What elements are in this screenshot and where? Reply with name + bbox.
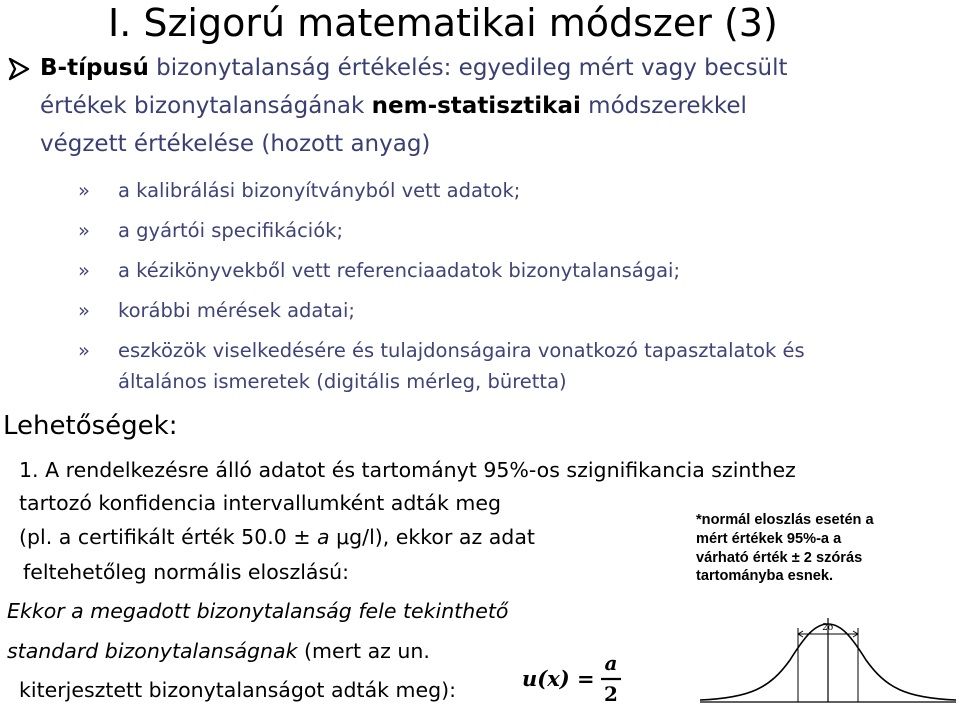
option-1-line-3 (19, 523, 535, 551)
option-1-line-1: 1. A rendelkezésre álló adatot és tartományt 95%-os szignifikancia szinthez (19, 458, 796, 482)
standard-uncertainty-formula (522, 650, 622, 706)
conclusion-line-1: Ekkor a megadott bizonytalanság fele tekinthető (7, 599, 509, 623)
sub-item (78, 217, 343, 245)
slide-title: I. Szigorú matematikai módszer (3) (108, 1, 778, 45)
sub-item-marker: » (78, 299, 90, 322)
formula-numerator: a (604, 651, 618, 675)
option-1-line-3-pre: (pl. a certifikált érték 50.0 ± (19, 525, 318, 549)
sub-item (78, 337, 805, 365)
formula-denominator: 2 (604, 682, 618, 706)
main-bullet-line-2-post: módszerekkel (580, 93, 747, 119)
sub-item-text: a kézikönyvekből vett referenciaadatok bizonytalanságai; (118, 259, 681, 282)
sub-item-text: korábbi mérések adatai; (118, 299, 355, 322)
main-bullet-line-2 (40, 91, 747, 121)
option-1-line-2: tartozó konfidencia intervallumként adták meg (19, 491, 501, 515)
sub-item-text: a gyártói specifikációk; (118, 219, 344, 242)
main-bullet-line-1 (40, 53, 788, 83)
conclusion-line-2 (7, 637, 430, 665)
arrow-bullet-icon (6, 55, 34, 83)
sub-item-marker: » (78, 179, 90, 202)
normal-distribution-graph (690, 598, 960, 707)
sub-item (78, 177, 520, 205)
graph-background (690, 598, 960, 707)
two-sigma-label: 2σ (822, 623, 834, 633)
note-line: *normál eloszlás esetén a (696, 512, 874, 528)
main-bullet-line-1-rest: bizonytalanság értékelés: egyedileg mért vagy becsült (148, 55, 788, 81)
sub-item (78, 257, 680, 285)
sub-item-text: eszközök viselkedésére és tulajdonságaira vonatkozó tapasztalatok és (118, 339, 805, 362)
options-heading: Lehetőségek: (3, 411, 178, 441)
main-bullet-bold-lead: B-típusú (40, 55, 149, 81)
sub-item-marker: » (78, 339, 90, 362)
conclusion-italic-term: standard bizonytalanságnak (7, 639, 298, 663)
note-line: mért értékek 95%-a a (696, 531, 842, 547)
option-1-variable: a (317, 525, 330, 549)
note-line: tartományba esnek. (696, 568, 834, 584)
formula-lhs: u(x) = (522, 666, 595, 691)
main-bullet-bold-term: nem-statisztikai (371, 93, 581, 119)
sub-item (78, 297, 355, 325)
conclusion-line-3: kiterjesztett bizonytalanságot adták meg): (19, 678, 457, 702)
note-line: várható érték ± 2 szórás (696, 550, 863, 566)
sub-item-text: a kalibrálási bizonyítványból vett adatok; (118, 179, 521, 202)
option-1-line-3-post: μg/l), ekkor az adat (329, 525, 535, 549)
option-1-line-4: feltehetőleg normális eloszlású: (23, 560, 350, 584)
sub-item-continuation: általános ismeretek (digitális mérleg, büretta) (118, 370, 567, 393)
conclusion-line-2-rest: (mert az un. (297, 639, 430, 663)
main-bullet-line-2-pre: értékek bizonytalanságának (40, 93, 372, 119)
sub-item-marker: » (78, 219, 90, 242)
main-bullet-line-3: végzett értékelése (hozott anyag) (40, 131, 431, 157)
sub-item-marker: » (78, 259, 90, 282)
